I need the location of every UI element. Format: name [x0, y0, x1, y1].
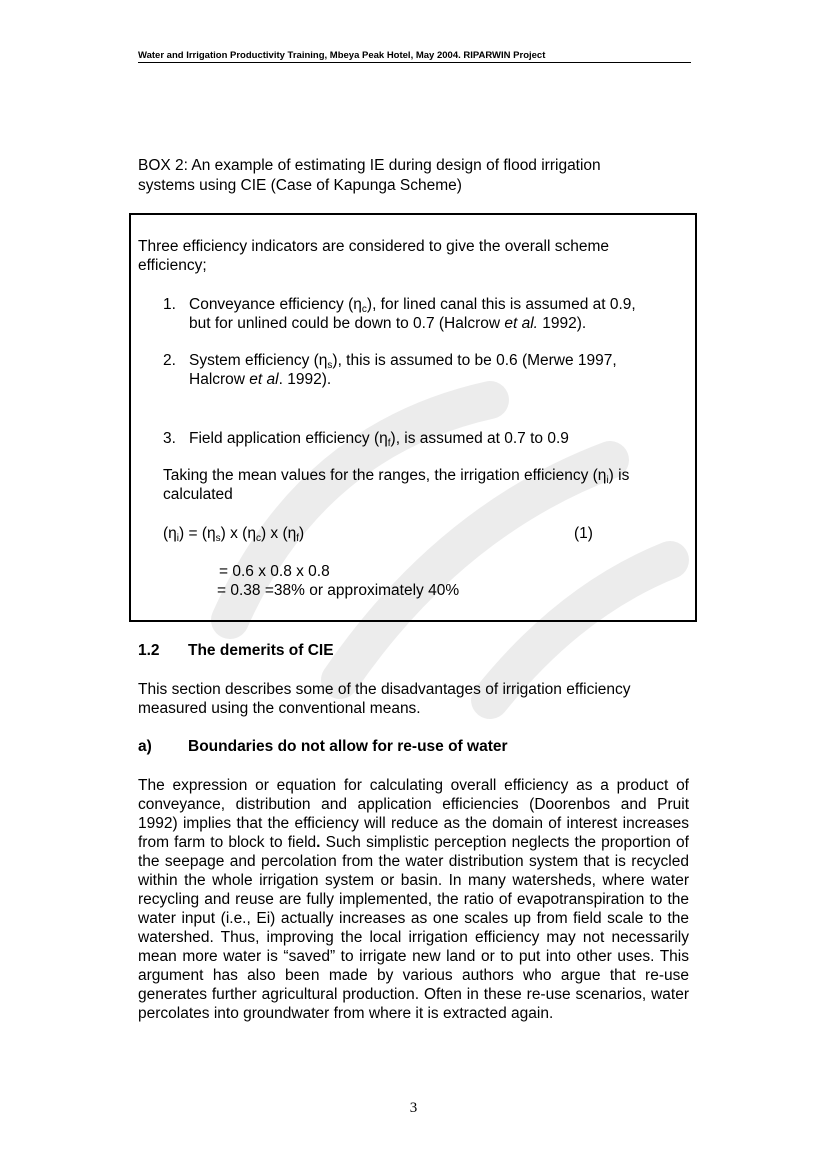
text-run: (η: [163, 525, 177, 542]
subscript: i: [606, 475, 609, 486]
calc-line: = 0.38 =38% or approximately 40%: [217, 582, 460, 599]
text-run: Such simplistic perception neglects the proportion of the seepage and percolation from the water distribution system that is recycled within the whole irrigation system or basin. In many watersheds, where water recycling and reuse are fully implemented, the ratio of evapotranspiration to the water input (i.e., Ei) actually increases as one scales up from field scale to the watershed. Thus, improving the local irrigation efficiency may not necessarily mean more water is “saved” to irrigate new land or to put into other uses. This argument has also been made by various authors who argue that re-use generates further agricultural production. Often in these re-use scenarios, water percolates into groundwater from where it is extracted again.: [138, 834, 689, 1022]
subscript: f: [387, 438, 391, 449]
intro-paragraph: [138, 680, 689, 718]
box-intro-line: Three efficiency indicators are considered to give the overall scheme: [138, 238, 609, 255]
subscript: c: [361, 304, 367, 315]
list-item-number: 1.: [163, 296, 176, 313]
box-intro-line: efficiency;: [138, 257, 207, 274]
equation: [163, 524, 683, 543]
text-run: ): [299, 525, 305, 542]
list-item-number: 2.: [163, 352, 176, 369]
box-caption: [138, 156, 678, 196]
list-item-text: [189, 429, 689, 448]
text-run: This section describes some of the disadvantages of irrigation efficiency: [138, 681, 631, 698]
subscript: f: [296, 533, 300, 544]
text-run: but for unlined could be down to 0.7 (Halcrow: [189, 315, 505, 332]
list-item-number: 3.: [163, 430, 176, 447]
italic-text: et al: [249, 371, 279, 388]
subscript: s: [327, 360, 333, 371]
section-title: The demerits of CIE: [188, 642, 334, 659]
bold-text: .: [316, 834, 321, 851]
page-number: 3: [409, 1100, 418, 1116]
text-run: 1992).: [537, 315, 587, 332]
text-run: The expression or equation for calculating overall efficiency as a product of conveyance, distribution and application efficiencies (Doorenbos and Pruit 1992) implies that the efficiency will reduce as the domain of interest increases from farm to block to field: [138, 777, 689, 851]
italic-text: et al.: [504, 315, 538, 332]
body-paragraph: [138, 776, 689, 1023]
text-run: ) = (η: [179, 525, 216, 542]
text-run: Taking the mean values for the ranges, the irrigation efficiency (η: [163, 467, 607, 484]
box-caption-line: systems using CIE (Case of Kapunga Scheme): [138, 177, 462, 194]
text-run: Field application efficiency (η: [189, 430, 388, 447]
text-run: Conveyance efficiency (η: [189, 296, 362, 313]
text-run: System efficiency (η: [189, 352, 328, 369]
calc-line: = 0.6 x 0.8 x 0.8: [219, 563, 330, 580]
text-run: ), is assumed at 0.7 to 0.9: [390, 430, 569, 447]
list-item-text: [189, 295, 689, 333]
subsection-label: a): [138, 738, 152, 755]
text-run: ), for lined canal this is assumed at 0.9,: [366, 296, 636, 313]
example-box: [129, 213, 697, 622]
mean-values-text: [163, 466, 683, 504]
text-run: Halcrow: [189, 371, 250, 388]
subscript: c: [255, 533, 261, 544]
equation-number: (1): [574, 525, 593, 542]
subscript: i: [176, 533, 180, 544]
subscript: s: [215, 533, 221, 544]
subsection-title: Boundaries do not allow for re-use of water: [188, 738, 508, 755]
text-run: ), this is assumed to be 0.6 (Merwe 1997,: [332, 352, 617, 369]
text-run: ) x (η: [220, 525, 256, 542]
text-run: measured using the conventional means.: [138, 700, 421, 717]
text-run: ) is: [608, 467, 630, 484]
section-number: 1.2: [138, 642, 160, 659]
box-caption-line: BOX 2: An example of estimating IE during design of flood irrigation: [138, 157, 601, 174]
running-header: Water and Irrigation Productivity Training, Mbeya Peak Hotel, May 2004. RIPARWIN Project: [138, 50, 691, 63]
text-run: ) x (η: [260, 525, 297, 542]
text-run: calculated: [163, 486, 233, 503]
box-intro: [138, 237, 678, 275]
list-item-text: [189, 351, 689, 389]
text-run: . 1992).: [278, 371, 332, 388]
